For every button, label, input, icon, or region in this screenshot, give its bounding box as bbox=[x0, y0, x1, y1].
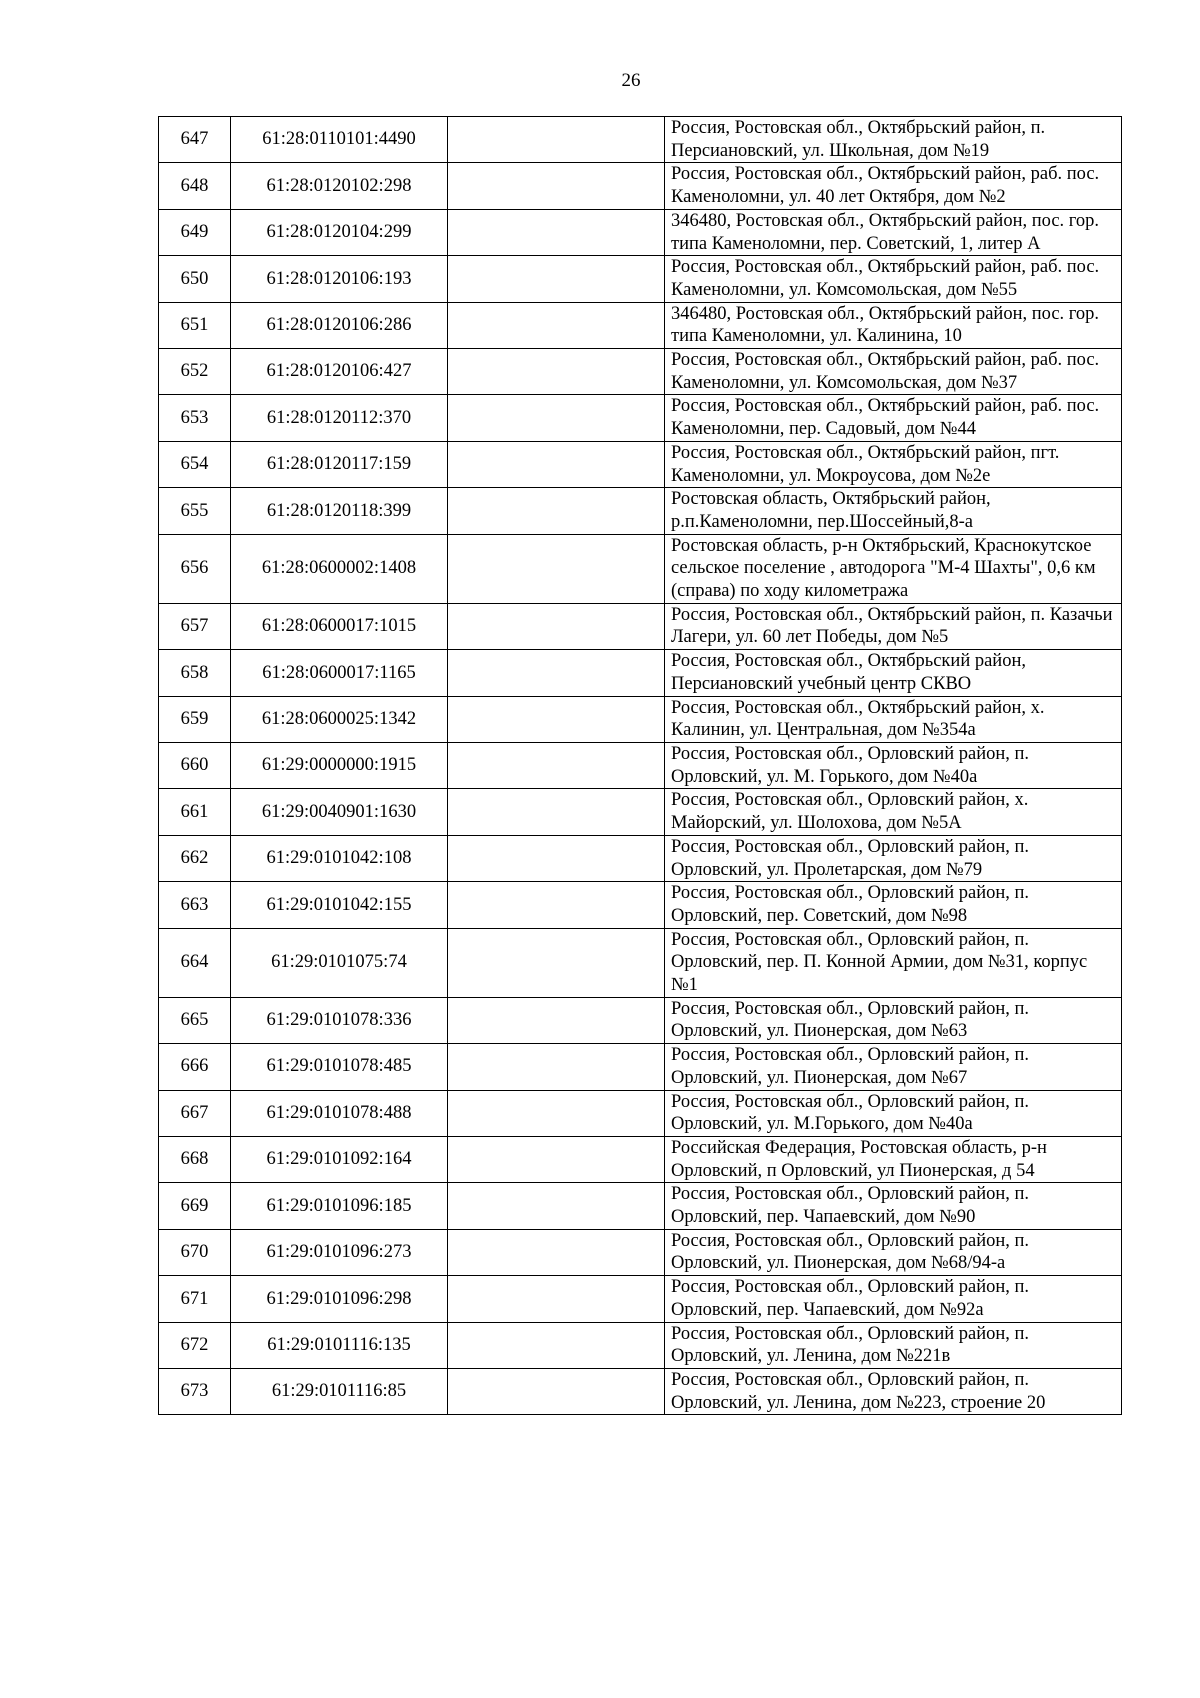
table-row bbox=[159, 1276, 1122, 1322]
empty-cell bbox=[448, 603, 665, 649]
empty-cell bbox=[448, 1229, 665, 1275]
address-cell: Россия, Ростовская обл., Орловский район, п. Орловский, пер. Советский, дом №98 bbox=[665, 882, 1122, 928]
table-row bbox=[159, 835, 1122, 881]
cadastral-number-cell: 61:29:0101096:273 bbox=[231, 1229, 448, 1275]
address-cell: Россия, Ростовская обл., Октябрьский район, раб. пос. Каменоломни, пер. Садовый, дом №44 bbox=[665, 395, 1122, 441]
address-cell: Россия, Ростовская обл., Орловский район, х. Майорский, ул. Шолохова, дом №5А bbox=[665, 789, 1122, 835]
address-cell: Россия, Ростовская обл., Октябрьский район, п. Казачьи Лагери, ул. 60 лет Победы, дом №5 bbox=[665, 603, 1122, 649]
empty-cell bbox=[448, 488, 665, 534]
address-cell: Россия, Ростовская обл., Орловский район, п. Орловский, пер. П. Конной Армии, дом №31, корпус №1 bbox=[665, 928, 1122, 997]
address-cell: Россия, Ростовская обл., Октябрьский район, раб. пос. Каменоломни, ул. Комсомольская, дом №55 bbox=[665, 256, 1122, 302]
row-number-cell: 669 bbox=[159, 1183, 231, 1229]
row-number-cell: 668 bbox=[159, 1136, 231, 1182]
table-row bbox=[159, 534, 1122, 603]
empty-cell bbox=[448, 1136, 665, 1182]
empty-cell bbox=[448, 1183, 665, 1229]
address-cell: Российская Федерация, Ростовская область, р-н Орловский, п Орловский, ул Пионерская, д 54 bbox=[665, 1136, 1122, 1182]
row-number-cell: 654 bbox=[159, 441, 231, 487]
row-number-cell: 667 bbox=[159, 1090, 231, 1136]
row-number-cell: 670 bbox=[159, 1229, 231, 1275]
empty-cell bbox=[448, 256, 665, 302]
cadastral-number-cell: 61:29:0101042:155 bbox=[231, 882, 448, 928]
empty-cell bbox=[448, 534, 665, 603]
row-number-cell: 647 bbox=[159, 117, 231, 163]
cadastral-number-cell: 61:29:0101042:108 bbox=[231, 835, 448, 881]
row-number-cell: 657 bbox=[159, 603, 231, 649]
cadastral-number-cell: 61:29:0040901:1630 bbox=[231, 789, 448, 835]
table-row bbox=[159, 1368, 1122, 1414]
table-row bbox=[159, 1183, 1122, 1229]
table-row bbox=[159, 1322, 1122, 1368]
cadastral-number-cell: 61:29:0101096:298 bbox=[231, 1276, 448, 1322]
cadastral-number-cell: 61:28:0120104:299 bbox=[231, 209, 448, 255]
cadastral-number-cell: 61:29:0101078:488 bbox=[231, 1090, 448, 1136]
row-number-cell: 671 bbox=[159, 1276, 231, 1322]
property-registry-table bbox=[158, 116, 1122, 1415]
address-cell: Россия, Ростовская обл., Октябрьский район, раб. пос. Каменоломни, ул. 40 лет Октября, дом №2 bbox=[665, 163, 1122, 209]
row-number-cell: 655 bbox=[159, 488, 231, 534]
row-number-cell: 665 bbox=[159, 997, 231, 1043]
cadastral-number-cell: 61:29:0101078:336 bbox=[231, 997, 448, 1043]
row-number-cell: 650 bbox=[159, 256, 231, 302]
row-number-cell: 662 bbox=[159, 835, 231, 881]
cadastral-number-cell: 61:29:0101116:135 bbox=[231, 1322, 448, 1368]
table-row bbox=[159, 696, 1122, 742]
cadastral-number-cell: 61:28:0120106:427 bbox=[231, 349, 448, 395]
cadastral-number-cell: 61:29:0101096:185 bbox=[231, 1183, 448, 1229]
address-cell: Россия, Ростовская обл., Орловский район, п. Орловский, ул. М. Горького, дом №40а bbox=[665, 742, 1122, 788]
row-number-cell: 651 bbox=[159, 302, 231, 348]
cadastral-number-cell: 61:28:0600017:1165 bbox=[231, 650, 448, 696]
registry-body bbox=[159, 117, 1122, 1415]
table-row bbox=[159, 163, 1122, 209]
address-cell: Россия, Ростовская обл., Орловский район, п. Орловский, пер. Чапаевский, дом №90 bbox=[665, 1183, 1122, 1229]
row-number-cell: 658 bbox=[159, 650, 231, 696]
row-number-cell: 653 bbox=[159, 395, 231, 441]
table-row bbox=[159, 882, 1122, 928]
empty-cell bbox=[448, 117, 665, 163]
cadastral-number-cell: 61:28:0120117:159 bbox=[231, 441, 448, 487]
table-row bbox=[159, 1229, 1122, 1275]
empty-cell bbox=[448, 835, 665, 881]
empty-cell bbox=[448, 441, 665, 487]
address-cell: Россия, Ростовская обл., Орловский район, п. Орловский, ул. М.Горького, дом №40а bbox=[665, 1090, 1122, 1136]
empty-cell bbox=[448, 395, 665, 441]
row-number-cell: 649 bbox=[159, 209, 231, 255]
address-cell: 346480, Ростовская обл., Октябрьский район, пос. гор. типа Каменоломни, пер. Советский, 1, литер А bbox=[665, 209, 1122, 255]
address-cell: 346480, Ростовская обл., Октябрьский район, пос. гор. типа Каменоломни, ул. Калинина, 10 bbox=[665, 302, 1122, 348]
cadastral-number-cell: 61:28:0600017:1015 bbox=[231, 603, 448, 649]
table-row bbox=[159, 302, 1122, 348]
empty-cell bbox=[448, 997, 665, 1043]
empty-cell bbox=[448, 1090, 665, 1136]
table-row bbox=[159, 1090, 1122, 1136]
empty-cell bbox=[448, 1322, 665, 1368]
address-cell: Россия, Ростовская обл., Орловский район, п. Орловский, ул. Пионерская, дом №67 bbox=[665, 1044, 1122, 1090]
table-row bbox=[159, 997, 1122, 1043]
address-cell: Россия, Ростовская обл., Октябрьский район, х. Калинин, ул. Центральная, дом №354а bbox=[665, 696, 1122, 742]
address-cell: Россия, Ростовская обл., Орловский район, п. Орловский, ул. Пионерская, дом №68/94-а bbox=[665, 1229, 1122, 1275]
address-cell: Ростовская область, р-н Октябрьский, Краснокутское сельское поселение , автодорога "М-4 Шахты", 0,6 км (справа) по ходу километража bbox=[665, 534, 1122, 603]
table-row bbox=[159, 117, 1122, 163]
cadastral-number-cell: 61:28:0600025:1342 bbox=[231, 696, 448, 742]
cadastral-number-cell: 61:29:0000000:1915 bbox=[231, 742, 448, 788]
table-row bbox=[159, 1136, 1122, 1182]
row-number-cell: 672 bbox=[159, 1322, 231, 1368]
cadastral-number-cell: 61:29:0101092:164 bbox=[231, 1136, 448, 1182]
table-row bbox=[159, 1044, 1122, 1090]
table-row bbox=[159, 256, 1122, 302]
table-row bbox=[159, 928, 1122, 997]
table-row bbox=[159, 488, 1122, 534]
row-number-cell: 663 bbox=[159, 882, 231, 928]
cadastral-number-cell: 61:28:0600002:1408 bbox=[231, 534, 448, 603]
cadastral-number-cell: 61:28:0120102:298 bbox=[231, 163, 448, 209]
cadastral-number-cell: 61:29:0101075:74 bbox=[231, 928, 448, 997]
empty-cell bbox=[448, 742, 665, 788]
cadastral-number-cell: 61:29:0101078:485 bbox=[231, 1044, 448, 1090]
row-number-cell: 648 bbox=[159, 163, 231, 209]
empty-cell bbox=[448, 209, 665, 255]
table-row bbox=[159, 349, 1122, 395]
empty-cell bbox=[448, 789, 665, 835]
empty-cell bbox=[448, 882, 665, 928]
table-row bbox=[159, 742, 1122, 788]
empty-cell bbox=[448, 1368, 665, 1414]
empty-cell bbox=[448, 1044, 665, 1090]
address-cell: Россия, Ростовская обл., Орловский район, п. Орловский, пер. Чапаевский, дом №92а bbox=[665, 1276, 1122, 1322]
row-number-cell: 664 bbox=[159, 928, 231, 997]
address-cell: Россия, Ростовская обл., Октябрьский район, раб. пос. Каменоломни, ул. Комсомольская, дом №37 bbox=[665, 349, 1122, 395]
empty-cell bbox=[448, 1276, 665, 1322]
cadastral-number-cell: 61:28:0110101:4490 bbox=[231, 117, 448, 163]
row-number-cell: 660 bbox=[159, 742, 231, 788]
cadastral-number-cell: 61:28:0120112:370 bbox=[231, 395, 448, 441]
cadastral-number-cell: 61:28:0120106:286 bbox=[231, 302, 448, 348]
row-number-cell: 661 bbox=[159, 789, 231, 835]
row-number-cell: 659 bbox=[159, 696, 231, 742]
address-cell: Россия, Ростовская обл., Орловский район, п. Орловский, ул. Пролетарская, дом №79 bbox=[665, 835, 1122, 881]
address-cell: Россия, Ростовская обл., Орловский район, п. Орловский, ул. Ленина, дом №223, строение 20 bbox=[665, 1368, 1122, 1414]
empty-cell bbox=[448, 928, 665, 997]
page-number: 26 bbox=[621, 70, 641, 91]
table-row bbox=[159, 395, 1122, 441]
table-row bbox=[159, 603, 1122, 649]
table-row bbox=[159, 789, 1122, 835]
cadastral-number-cell: 61:28:0120118:399 bbox=[231, 488, 448, 534]
address-cell: Россия, Ростовская обл., Октябрьский район, Персиановский учебный центр СКВО bbox=[665, 650, 1122, 696]
address-cell: Россия, Ростовская обл., Октябрьский район, пгт. Каменоломни, ул. Мокроусова, дом №2е bbox=[665, 441, 1122, 487]
row-number-cell: 666 bbox=[159, 1044, 231, 1090]
cadastral-number-cell: 61:28:0120106:193 bbox=[231, 256, 448, 302]
cadastral-number-cell: 61:29:0101116:85 bbox=[231, 1368, 448, 1414]
address-cell: Россия, Ростовская обл., Октябрьский район, п. Персиановский, ул. Школьная, дом №19 bbox=[665, 117, 1122, 163]
address-cell: Россия, Ростовская обл., Орловский район, п. Орловский, ул. Пионерская, дом №63 bbox=[665, 997, 1122, 1043]
row-number-cell: 673 bbox=[159, 1368, 231, 1414]
row-number-cell: 656 bbox=[159, 534, 231, 603]
table-row bbox=[159, 650, 1122, 696]
empty-cell bbox=[448, 163, 665, 209]
table-row bbox=[159, 441, 1122, 487]
empty-cell bbox=[448, 696, 665, 742]
empty-cell bbox=[448, 302, 665, 348]
empty-cell bbox=[448, 650, 665, 696]
empty-cell bbox=[448, 349, 665, 395]
address-cell: Ростовская область, Октябрьский район, р.п.Каменоломни, пер.Шоссейный,8-а bbox=[665, 488, 1122, 534]
table-row bbox=[159, 209, 1122, 255]
row-number-cell: 652 bbox=[159, 349, 231, 395]
address-cell: Россия, Ростовская обл., Орловский район, п. Орловский, ул. Ленина, дом №221в bbox=[665, 1322, 1122, 1368]
